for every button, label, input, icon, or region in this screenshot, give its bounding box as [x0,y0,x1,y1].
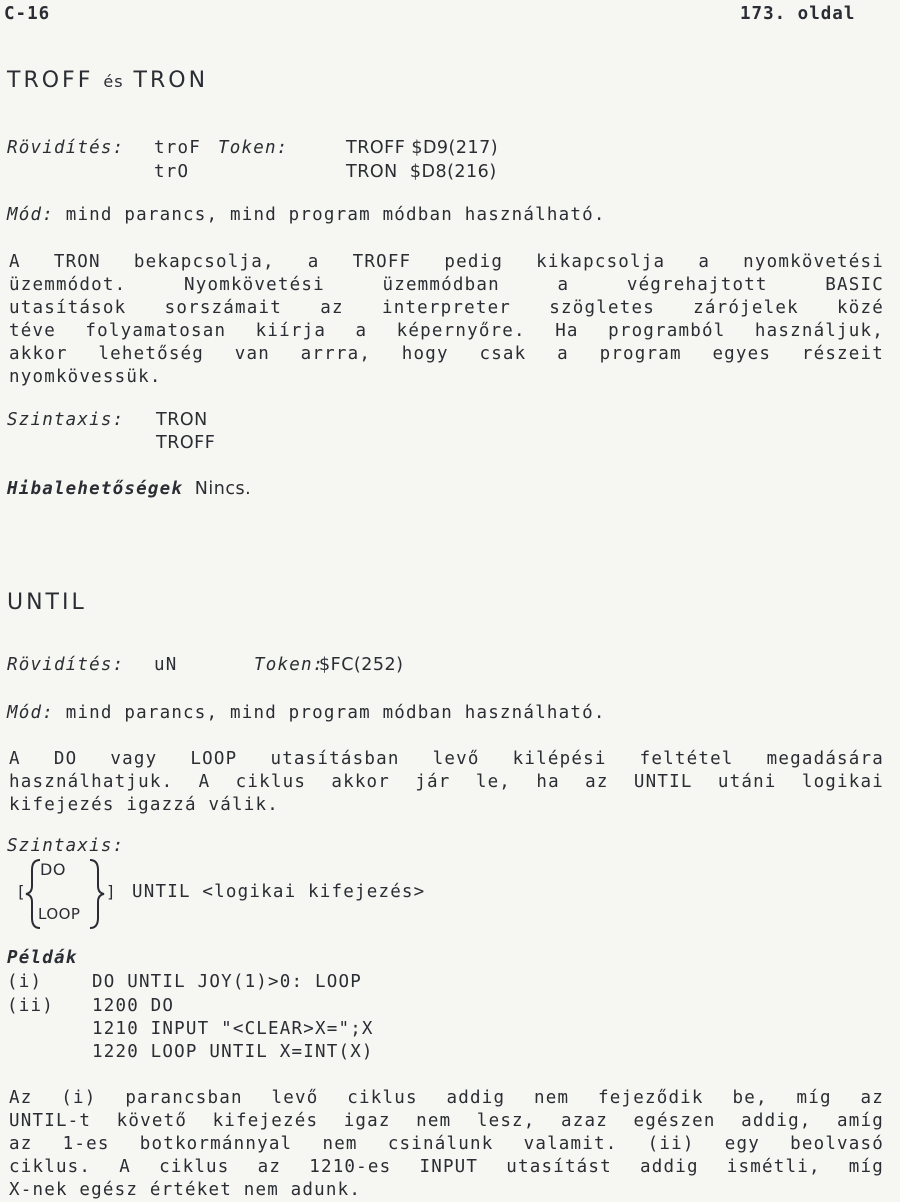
example-1-code: DO UNTIL JOY(1)>0: LOOP [92,972,362,992]
until-description [9,748,884,817]
troff-token-label: Token: [218,138,289,158]
desc-line: nyomkövessük. [9,367,162,387]
explain-line: UNTIL-t követő kifejezés igaz nem lesz, azaz egészen addig, amíg [9,1111,884,1131]
troff-syntax-1: TRON [156,410,208,430]
syntax-loop: LOOP [38,905,81,923]
syntax-until-rest: UNTIL <logikai kifejezés> [132,882,426,902]
page-number: 173. oldal [740,4,856,24]
until-explanation [9,1087,884,1202]
desc-line: használhatjuk. A ciklus akkor jár le, ha az UNTIL utáni logikai [9,772,884,792]
troff-mode [7,205,606,225]
troff-token-1: TROFF $D9(217) [346,138,499,158]
explain-line: az 1-es botkormánnyal nem csinálunk valamit. (ii) egy beolvasó [9,1134,884,1154]
example-1-number: (i) [7,972,43,992]
troff-abbr-label: Rövidítés: [7,138,125,158]
until-abbr: uN [154,655,178,675]
example-2-code-line: 1210 INPUT "<CLEAR>X=";X [92,1019,374,1039]
desc-line: A TRON bekapcsolja, a TROFF pedig kikapcsolja a nyomkövetési [9,252,884,272]
explain-line: Az (i) parancsban levő ciklus addig nem fejeződik be, míg az [9,1088,884,1108]
troff-errors-label: Hibalehetőségek [7,479,184,499]
until-mode [7,703,606,723]
examples-label: Példák [7,948,78,968]
example-2-number: (ii) [7,996,54,1016]
troff-token-2: TRON $D8(216) [346,162,497,182]
until-mode-text: mind parancs, mind program módban használható. [65,703,606,723]
troff-mode-text: mind parancs, mind program módban használható. [65,205,606,225]
desc-line: akkor lehetőség van arrra, hogy csak a program egyes részeit [9,344,884,364]
title-tron: TRON [133,68,209,93]
desc-line: téve folyamatosan kiírja a képernyőre. Ha programból használjuk, [9,321,884,341]
troff-syntax-label: Szintaxis: [7,410,125,430]
until-token: $FC(252) [319,655,404,675]
explain-line: ciklus. A ciklus az 1210-es INPUT utasítást addig ismétli, míg [9,1157,884,1177]
page-section-code: C-16 [4,4,51,24]
syntax-close-bracket: ] [106,882,117,901]
until-token-label: Token: [254,655,325,675]
right-brace-icon [86,858,106,930]
troff-section-title [7,68,208,93]
troff-errors [7,479,251,499]
troff-abbr-1: troF [154,138,201,158]
troff-mode-label: Mód: [7,205,54,225]
troff-syntax-2: TROFF [156,433,216,453]
troff-description [9,251,884,389]
explain-line: X-nek egész értéket nem adunk. [9,1180,362,1200]
troff-errors-text: Nincs. [194,479,252,499]
until-section-title: UNTIL [7,590,87,615]
desc-line: kifejezés igazzá válik. [9,795,279,815]
troff-abbr-2: trO [154,162,190,182]
syntax-do: DO [40,860,66,879]
title-es: és [103,72,124,91]
until-abbr-label: Rövidítés: [7,655,125,675]
until-syntax-label: Szintaxis: [7,836,125,856]
example-2-code-line: 1200 DO [92,996,175,1016]
until-mode-label: Mód: [7,703,54,723]
desc-line: A DO vagy LOOP utasításban levő kilépési feltétel megadására [9,749,884,769]
desc-line: utasítások sorszámait az interpreter szögletes zárójelek közé [9,298,884,318]
example-2-code-line: 1220 LOOP UNTIL X=INT(X) [92,1042,374,1062]
title-troff: TROFF [7,68,94,93]
desc-line: üzemmódot. Nyomkövetési üzemmódban a végrehajtott BASIC [9,275,884,295]
syntax-open-bracket: [ [16,882,27,901]
